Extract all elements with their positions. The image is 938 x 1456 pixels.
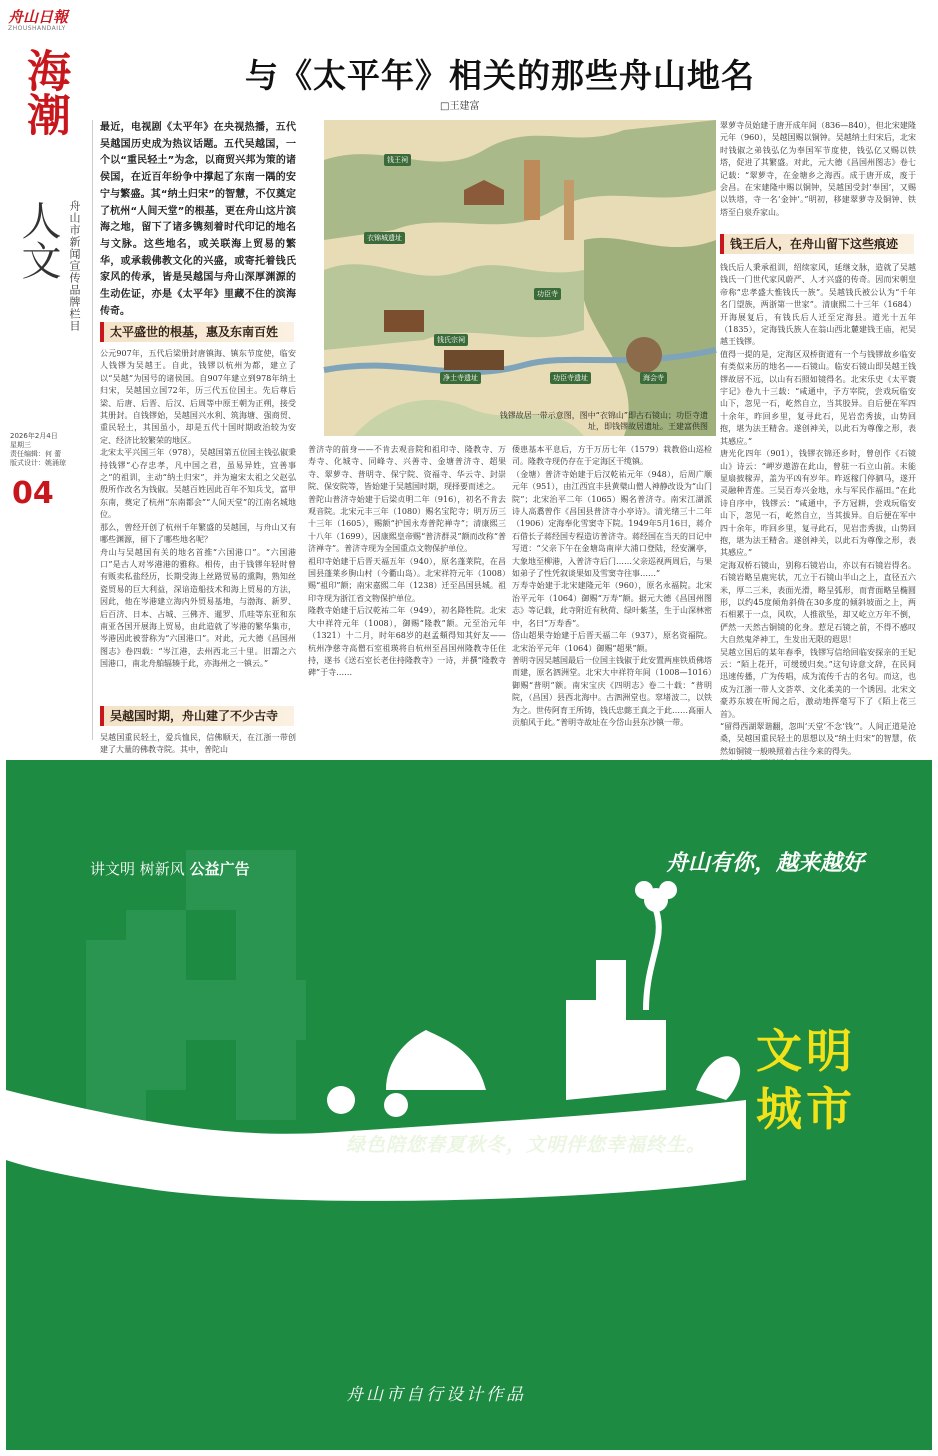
article-lead: 最近，电视剧《太平年》在央视热播，五代吴越国历史成为热议话题。五代吴越国，一个以“重民轻土”为念，以商贸兴邦为策的诸侯国，在近百年纷争中撑起了东南一隅的安宁与繁盛。其“纳土归宋”的智慧，不仅奠定了杭州“人间天堂”的根基，更在舟山这片滨海之地，留下了诸多镌刻着时代印记的地名与文脉。这些地名，或关联海上贸易的繁华，或承载佛教文化的兴盛，或寄托着钱氏家风的传承，皆是吴越国与舟山深厚渊源的生动佐证，亦是《太平年》里藏不住的滨海传奇。: [100, 122, 296, 317]
map-label-5: 净土寺遗址: [440, 372, 481, 384]
column-1-text: 公元907年，五代后梁册封唐镇海、镇东节度使，临安人钱镠为吴越王。自此，钱镠以杭州为都，建立了以“吴越”为国号的诸侯国。自907年建立到978年纳土归宋，吴越国立国72年，历三代五位国主。先后尊后梁、后唐、后晋、后汉、后周等中原王朝为正朔，接受其册封。自钱镠始，吴越国兴水利、筑海塘、强商贸、重民轻土，其国虽小，却是五代十国时期政治较为安定、经济比较繁荣的地区。 北宋太平兴国三年（978），吴越国第五位国主钱弘俶秉持钱镠“心存忠孝，凡中国之君，虽易异姓，宜善事之”的祖训，主动“纳土归宋”，并为遍宋太祖之父赵弘殷所作改名为钱俶。吴越百姓因此百年不知兵戈，富甲东南，奠定了杭州“东南都会”“人间天堂”的江南名城地位。 那么，曾经开创了杭州千年繁盛的吴越国，与舟山又有哪些渊源，留下了哪些地名呢？ 舟山与吴越国有关的地名首推“六国港口”。“六国港口”是古人对岑港港的雅称。相传，由于钱镠年轻时曾有贩卖私盐经历，长期受海上丝路贸易的熏陶，熟知丝瓷贸易的巨大利益，深谙造船技术和海上贸易的方法，因此，他在岑港建立海内外贸易基地，与渤海、新罗、后百济、日本、占城、三佛齐、暹罗、爪哇等东亚和东南亚各国开展海上贸易，由此造就了岑港的繁华集市，岑港因此被誉称为“六国港口”。对此，元大德《昌国州图志》卷四载：“岑江港，去州西北三十里。旧謂之六国港口，南北舟舶辐辏于此，亦海州之一镇云。”: [100, 349, 296, 669]
designer-credit: 版式设计：姚涌琼: [10, 459, 66, 467]
column-4-text: 钱氏后人秉承祖训，绍续家风，延继文脉，造就了吴越钱氏一门世代家风蔚严、人才兴盛的传奇。因而宋朝皇帝称“忠孝盛大惟钱氏一族”。吴越钱氏被公认为“千年名门望族，两浙第一世家”。清康熙二十三年（1684）开海展复后，有钱氏后人迁至定海县。道光十五年（1835），定海钱氏族人在翁山西北麓建钱王庙，祀吴越王钱镠。 值得一提的是，定海区双桥街道有一个与钱镠故乡临安有类似来历的地名——石镜山。临安石镜山即吴越王钱镠故居不远，以山有石照如镜得名。北宋乐史《太平寰宇记》卷九十三载：“咸通中，予方宰院，尝戏玩临安山下，忽见一石，屹然自立，当其胶异。自后便在军四十余年，昨回乡里，复寻此石，见岩峦秀拔，山势回抱，堪为法王精舍。遂创神关，以此石为尊像之形，表其感应。” 唐光化四年（901），钱镠衣锦还乡时，曾创作《石镜山》诗云：“岬岁遨游在此山，曾驻一石立山前。未能显扇披稼弄，盖为平凶有岁年。昨返稼门停驷马，遂开灵融种青莲。三吴百寿兴金地，永与军民作福田。”在此诗自序中，钱镠云：“咸通中，予方冠耕，尝戏玩临安山下，忽见一石，屹然自立，当其拔异。自后便在军中四十余年，昨回乡里，复寻此石，见岩峦秀拔，山势回抱，堪为法王精舍。遂创神关，以此石为尊像之形，表其感应。” 定海双桥石镜山，别称石镜岩山，亦以有石镜岩得名。石镜岩略呈鹿宪状，兀立于石镜山半山之上，直径五六米，厚二三米，表面光滑，略呈弧形，而背面略呈椭圆形，以约45度倾角斜倚在30多度的倾斜坡面之上，两石相累于一点，风吹，人推欲坠，却又屹立万年不倒，俨然一天然古铜镜的化身。惹足石镜之前，不得不感叹大自然鬼斧神工，生发出无限的遐思！ 吴越立国后的某年春季，钱镠写信给回临安探亲的王妃云：“陌上花开，可缓缓归矣。”这句诗意文辞，在民间迅速传播，广为传唱，成为流传千古的名句。而这，也成为江浙一带人文荟萃、文化柔美的一个诱因。北宋文豪苏东坡在听闻之后，激动地挥毫写下了《陌上花三首》。 “留得西湖翠谐翻，忽叫‘天堂’不念‘钱’”。人间正道是沧桑，吴越国重民轻土的思想以及“纳土归宋”的智慧，依然如铜镜一般映照着古往今来的得失。: [720, 263, 916, 756]
issue-meta: [10, 432, 90, 468]
map-label-1: 钱王祠: [384, 154, 411, 166]
paper-logo: 舟山日報: [8, 8, 69, 26]
ad-label-strong: 公益广告: [189, 860, 250, 878]
map-label-3: 钱氏宗祠: [434, 334, 468, 346]
column-3-text: 倭患基本平息后，方于万历七年（1579）栽教俗山巡检司。隆教寺现仍存在于定海区干缆镇。 （金塘）普济寺始建于后汉乾祐元年（948），后周广顺元年（951），由江西宜丰县黄檗山僧人神静改设为“山门院”；北宋治平二年（1065）赐名普济寺。南宋江湖派诗人高翥曾作《昌国县普济寺小亭诗》。清光绪三十二年（1906）定海奉化雪窦寺下院。1949年5月16日，蒋介石借长子蒋经国专程造访普济寺。蒋经国在当天的日记中写道：“父亲下午在金塘岛南岸大浦口登陆，经安澜亭，大象地至柳港，入普济寺后门……父亲巡视两周后，与果如弟子了性凭叙谈果如及雪窦寺往事……” 万寿寺始建于北宋建隆元年（960），原名永福院。北宋治平元年（1064）御赐“万寿”额。据元大德《昌国州图志》等记载，此寺附近有秋荷、绿叶紫茎，生于山深林密中，名曰“万寿香”。 岱山超果寺始建于后晋天福二年（937），原名资福院。北宋治平元年（1064）御赐“超果”额。 普明寺因吴越国最后一位国主钱俶于此安置两座铁质佛塔而建，原名泗洲堂。北宋大中祥符年间（1008—1016）御赐“普明”额。南宋宝庆《四明志》卷二十载：“普明院，（昌国）县西北海中。古泗洲堂也。窣堵波二，以铁为之。世传阿育王所铸，钱氏忠懿王真之于此……高丽人贡舶风于此。”普明寺故址在今岱山县东沙镇一带。: [512, 445, 712, 727]
public-service-ad: [6, 760, 932, 1450]
map-label-2: 衣锦城遗址: [364, 232, 405, 244]
column-4-top: 翠萝寺员始建于唐开成年间（836—840），但北宋建隆元年（960），吴越国赐以铜钟。吴越纳土归宋后，北宋时钱俶之弟钱弘亿为奉国军节度使，钱弘亿又赐以铁塔，促进了其繁盛。对此，元大德《昌国州图志》卷七记载：“翠萝寺，在金塘乡之海西。成于唐开成，废于会昌。在宋建隆中赐以铜钟，吴越国受封‘奉国’，又赐以铁塔，寺一名‘金钟’。”明初，移建翠萝寺及铜钟、铁塔至白泉乔家山。: [720, 121, 916, 217]
ad-credit: 舟山市自行设计作品: [346, 1385, 526, 1405]
ad-label: [90, 858, 250, 879]
ad-tagline: 绿色陪您春夏秋冬，文明伴您幸福终生。: [346, 1134, 707, 1156]
map-label-4: 功臣寺: [534, 288, 561, 300]
ad-city-title: 文明城市: [756, 1024, 856, 1136]
map-drawing: [324, 120, 716, 436]
paper-pinyin: ZHOUSHANDAILY: [8, 25, 66, 32]
article-byline: □王建富: [440, 101, 480, 112]
section-subtitle: 人文: [15, 200, 61, 280]
page-number: 04: [12, 476, 54, 511]
section-heading-1: 太平盛世的根基，惠及东南百姓: [100, 322, 294, 342]
column-2-text: 普济寺的前身——不肯去观音院和祖印寺、隆教寺、万寿寺、化城寺、同峰寺、兴善寺、金塘普济寺、超果寺、翠萝寺、普明寺、保宁院、资福寺、华云寺、封崇院、保安院等，皆始建于吴越国时期，现择要而述之。 普陀山普济寺始建于后梁贞明二年（916），初名不肯去观音院。北宋元丰三年（1080）赐名宝陀寺；明万历三十三年（1605），赐额“护国永寿普陀禅寺”；清康熙三十八年（1699），因康熙皇帝赐“普济群灵”额而改称“普济禅寺”。普济寺现为全国重点文物保护单位。 祖印寺始建于后晋天福五年（940），原名蓬莱院，在昌国县蓬莱乡朐山村（今衢山岛）。北宋祥符元年（1008）赐“祖印”额；南宋嘉熙二年（1238）迁至昌国县城。祖印寺现为浙江省文物保护单位。 隆教寺始建于后汉乾祐二年（949），初名降牲院。北宋大中祥符元年（1008），御赐“隆教”额。元至治元年（1321）十二月，时年68岁的赵孟頫得知其好友——杭州净慈寺高僧石室祖瑛将自杭州至昌国州隆教寺任住持，遂书《送石室长老住持隆教寺》一诗，并撰“隆教寺碑”于寺……: [308, 445, 506, 678]
map-illustration: [324, 120, 716, 436]
divider-vertical: [92, 120, 93, 740]
section-heading-2: 吴越国时期，舟山建了不少古寺: [100, 706, 294, 726]
column-1-tail: 吴越国重民轻土，爱兵恤民，信佛顺天，在江浙一带创建了大量的佛教寺院。其中，普陀山: [100, 733, 296, 755]
map-caption: 钱镠故居一带示意图，图中“衣锦山”即古石镜山；功臣寺遗址，即钱镠故居遗址。王建富供图: [499, 411, 708, 431]
ad-label-prefix: 讲文明 树新风: [90, 860, 185, 878]
editor-credit: 责任编辑：何 蕾: [10, 450, 62, 458]
issue-date: 2026年2月4日: [10, 432, 58, 440]
ad-slogan: 舟山有你，越来越好: [666, 850, 865, 876]
section-caption: 舟山市新闻宣传品牌栏目: [68, 200, 81, 332]
section-title: 海潮: [19, 48, 70, 136]
section-heading-3: 钱王后人，在舟山留下这些痕迹: [720, 234, 914, 254]
issue-weekday: 星期三: [10, 441, 31, 449]
map-label-7: 海会寺: [640, 372, 667, 384]
map-label-6: 功臣寺遗址: [550, 372, 591, 384]
article-title: 与《太平年》相关的那些舟山地名: [245, 56, 755, 95]
